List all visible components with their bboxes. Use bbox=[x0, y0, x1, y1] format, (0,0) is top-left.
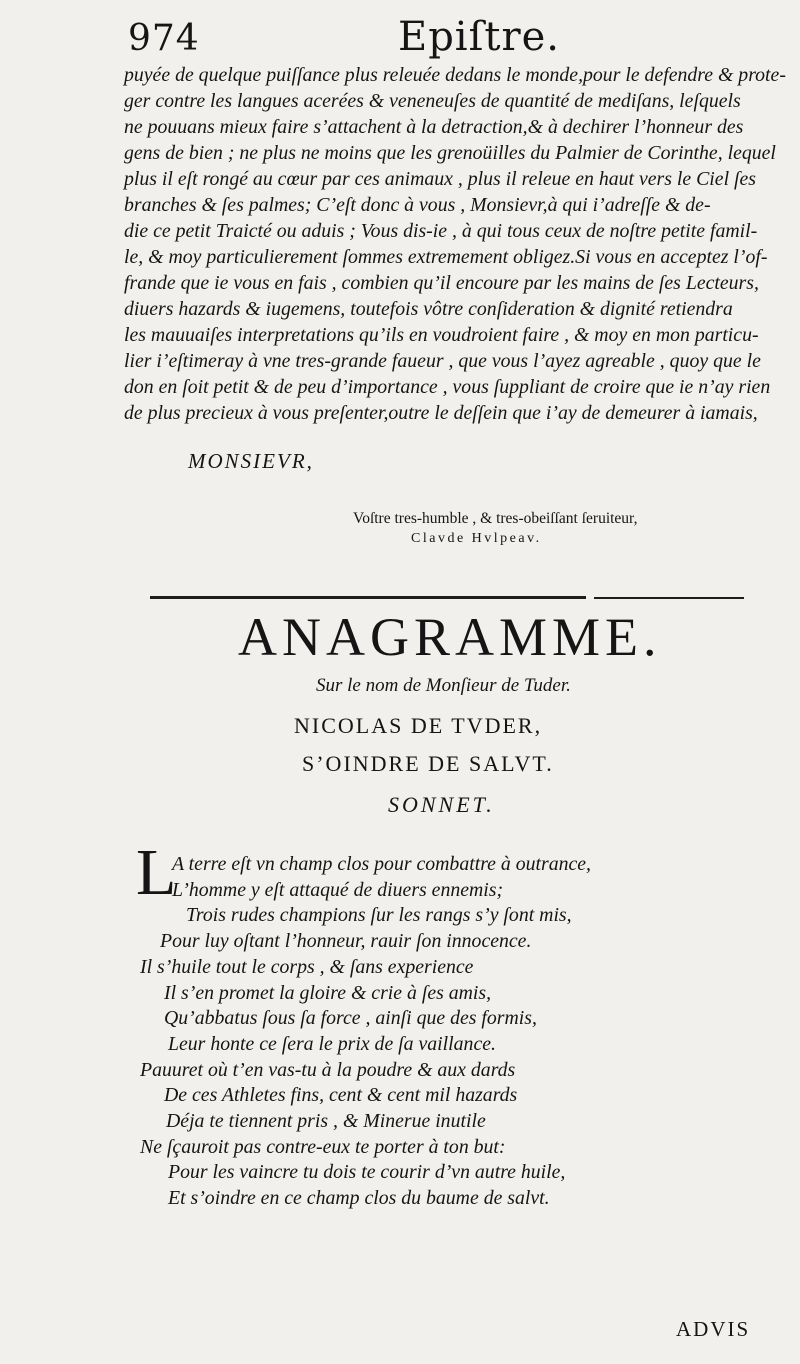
sonnet-line: Trois rudes champions ſur les rangs s’y ſont mis, bbox=[186, 904, 572, 927]
section-rule bbox=[150, 596, 586, 599]
epistle-line: gens de bien ; ne plus ne moins que les grenoüilles du Palmier de Corinthe, lequel bbox=[124, 142, 776, 164]
epistle-line: don en ſoit petit & de peu d’importance , vous ſuppliant de croire que ie n’ay rien bbox=[124, 376, 771, 398]
anagram-title: ANAGRAMME. bbox=[238, 607, 662, 667]
epistle-line: ne pouuans mieux faire s’attachent à la detraction,& à dechirer l’honneur des bbox=[124, 116, 744, 138]
sonnet-line: Leur honte ce ſera le prix de ſa vaillance. bbox=[168, 1032, 496, 1055]
sonnet-line: Il s’en promet la gloire & crie à ſes amis, bbox=[164, 981, 492, 1004]
sonnet-line: Pour les vaincre tu dois te courir d’vn autre huile, bbox=[168, 1161, 566, 1184]
epistle-line: diuers hazards & iugemens, toutefois vôtre conſideration & dignité retiendra bbox=[124, 298, 733, 320]
sonnet-line: L’homme y eſt attaqué de diuers ennemis; bbox=[172, 878, 504, 901]
section-rule-short bbox=[594, 597, 744, 599]
epistle-line: die ce petit Traicté ou aduis ; Vous dis-ie , à qui tous ceux de noſtre petite famil- bbox=[124, 220, 758, 242]
sonnet-heading: SONNET. bbox=[388, 792, 495, 817]
signature: Clavde Hvlpeav. bbox=[411, 531, 542, 546]
salutation: MONSIEVR, bbox=[188, 449, 314, 473]
drop-cap: L bbox=[136, 836, 177, 909]
sonnet-line: Qu’abbatus ſous ſa force , ainſi que des formis, bbox=[164, 1007, 537, 1030]
page-number: 974 bbox=[128, 18, 200, 59]
epistle-body bbox=[124, 62, 786, 426]
sonnet-line: Il s’huile tout le corps , & ſans experience bbox=[140, 955, 474, 978]
epistle-line: les mauuaiſes interpretations qu’ils en voudroient faire , & moy en mon particu- bbox=[124, 324, 759, 346]
closing-formula: Voſtre tres-humble , & tres-obeiſſant ſeruiteur, bbox=[353, 510, 638, 527]
epistle-line: de plus precieux à vous preſenter,outre le deſſein que i’ay de demeurer à iamais, bbox=[124, 402, 758, 424]
epistle-line: plus il eſt rongé au cœur par ces animaux , plus il releue en haut vers le Ciel ſes bbox=[124, 168, 756, 190]
anagram-name: NICOLAS DE TVDER, bbox=[294, 713, 543, 738]
running-title: Epiſtre. bbox=[398, 14, 560, 60]
catchword: ADVIS bbox=[676, 1317, 751, 1341]
sonnet-line: Déja te tiennent pris , & Minerue inutile bbox=[166, 1110, 486, 1133]
epistle-line: lier i’eſtimeray à vne tres-grande faueur , que vous l’ayez agreable , quoy que le bbox=[124, 350, 761, 372]
sonnet-body bbox=[140, 852, 740, 1212]
anagram-subtitle: Sur le nom de Monſieur de Tuder. bbox=[316, 675, 571, 696]
epistle-line: frande que ie vous en fais , combien qu’il encoure par les mains de ſes Lecteurs, bbox=[124, 272, 759, 294]
sonnet-line: Pour luy oſtant l’honneur, rauir ſon innocence. bbox=[160, 930, 532, 953]
epistle-line: branches & ſes palmes; C’eſt donc à vous , Monsievr,à qui i’adreſſe & de- bbox=[124, 194, 711, 216]
epistle-line: puyée de quelque puiſſance plus releuée dedans le monde,pour le defendre & prote- bbox=[124, 64, 786, 86]
sonnet-line: Ne ſçauroit pas contre-eux te porter à ton but: bbox=[140, 1135, 506, 1158]
epistle-line: le, & moy particulierement ſommes extremement obligez.Si vous en acceptez l’of- bbox=[124, 246, 768, 268]
sonnet-line: A terre eſt vn champ clos pour combattre à outrance, bbox=[172, 853, 591, 875]
epistle-line: ger contre les langues acerées & veneneuſes de quantité de mediſans, leſquels bbox=[124, 90, 741, 112]
sonnet-line: De ces Athletes fins, cent & cent mil hazards bbox=[164, 1084, 518, 1107]
closing-block bbox=[353, 509, 637, 549]
sonnet-line: Pauuret où t’en vas-tu à la poudre & aux dards bbox=[140, 1058, 516, 1081]
anagram-result: S’OINDRE DE SALVT. bbox=[302, 751, 554, 776]
sonnet-line: Et s’oindre en ce champ clos du baume de salvt. bbox=[168, 1187, 550, 1210]
